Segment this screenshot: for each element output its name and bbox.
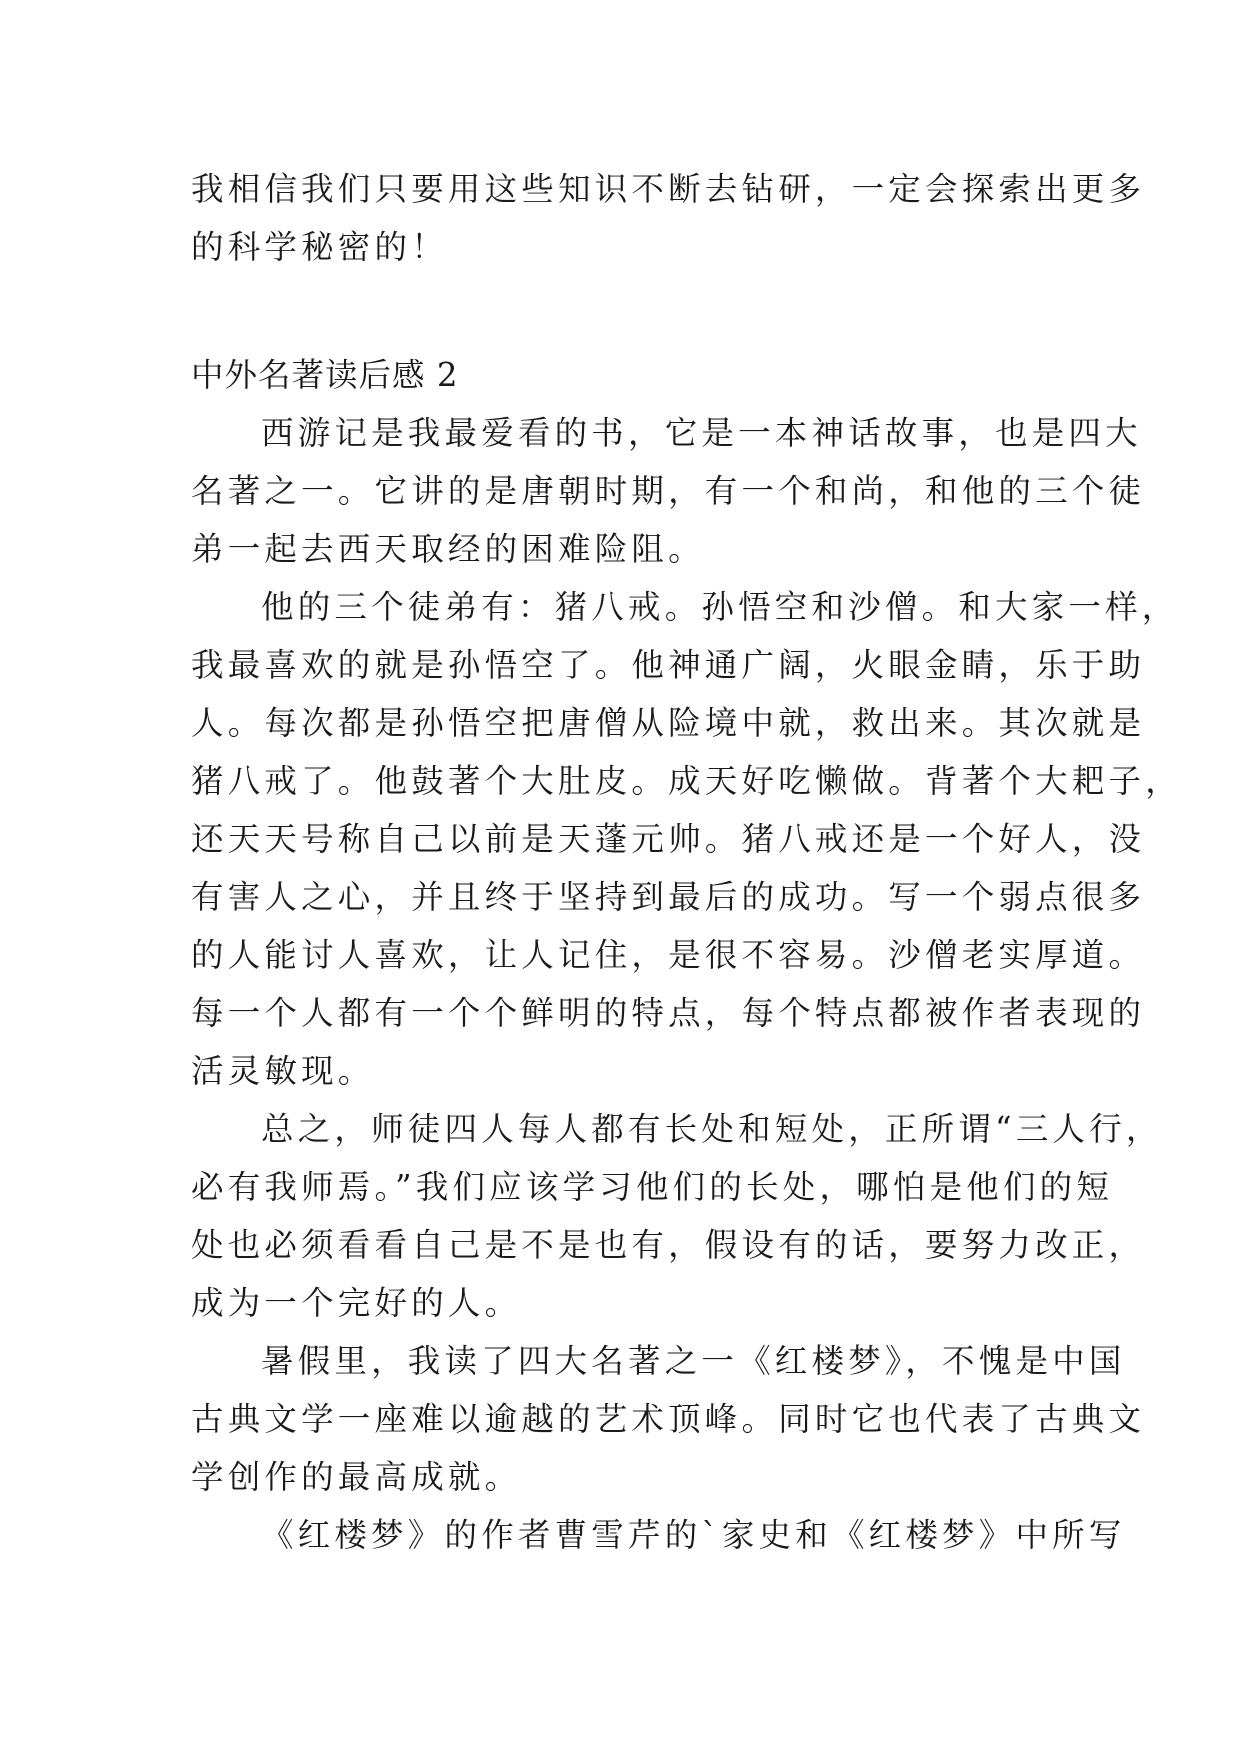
text-line: 他的三个徒弟有：猪八戒。孙悟空和沙僧。和大家一样， xyxy=(261,588,1179,626)
text-line: 西游记是我最爱看的书，它是一本神话故事，也是四大 xyxy=(261,414,1142,452)
paragraph-red-chamber-author xyxy=(191,1506,1126,1564)
section-gap xyxy=(191,276,1071,346)
paragraph-three-disciples xyxy=(191,578,1182,1100)
text-line: 还天天号称自己以前是天蓬元帅。猪八戒还是一个好人，没 xyxy=(191,820,1146,858)
text-line: 人。每次都是孙悟空把唐僧从险境中就，救出来。其次就是 xyxy=(191,704,1146,742)
text-line: 的人能讨人喜欢，让人记住，是很不容易。沙僧老实厚道。 xyxy=(191,936,1146,974)
text-line: 必有我师焉。”我们应该学习他们的长处，哪怕是他们的短 xyxy=(191,1168,1114,1206)
text-line: 成为一个完好的人。 xyxy=(191,1284,522,1322)
text-line: 学创作的最高成就。 xyxy=(191,1458,522,1496)
text-line: 有害人之心，并且终于坚持到最后的成功。写一个弱点很多 xyxy=(191,878,1146,916)
text-line: 名著之一。它讲的是唐朝时期，有一个和尚，和他的三个徒 xyxy=(191,472,1146,510)
intro-paragraph xyxy=(191,160,1146,276)
text-line: 处也必须看看自己是不是也有，假设有的话，要努力改正， xyxy=(191,1226,1146,1264)
text-line: 每一个人都有一个个鲜明的特点，每个特点都被作者表现的 xyxy=(191,994,1146,1032)
text-line: 我相信我们只要用这些知识不断去钻研，一定会探索出更多 xyxy=(191,170,1146,208)
text-line: 《红楼梦》的作者曹雪芹的`家史和《红楼梦》中所写 xyxy=(261,1516,1126,1554)
text-line: 暑假里，我读了四大名著之一《红楼梦》，不愧是中国 xyxy=(261,1342,1126,1380)
text-line: 的科学秘密的！ xyxy=(191,228,448,266)
text-line: 弟一起去西天取经的困难险阻。 xyxy=(191,530,705,568)
text-line: 总之，师徒四人每人都有长处和短处，正所谓“三人行， xyxy=(261,1110,1163,1148)
document-body xyxy=(191,160,1182,1564)
paragraph-red-chamber-intro xyxy=(191,1332,1146,1506)
text-line: 我最喜欢的就是孙悟空了。他神通广阔，火眼金睛，乐于助 xyxy=(191,646,1146,684)
text-line: 猪八戒了。他鼓著个大肚皮。成天好吃懒做。背著个大耙子， xyxy=(191,762,1182,800)
paragraph-conclusion xyxy=(191,1100,1163,1332)
paragraph-journey-west-intro xyxy=(191,404,1146,578)
text-line: 古典文学一座难以逾越的艺术顶峰。同时它也代表了古典文 xyxy=(191,1400,1146,1438)
section-title: 中外名著读后感 2 xyxy=(191,356,459,394)
text-line: 活灵敏现。 xyxy=(191,1052,375,1090)
